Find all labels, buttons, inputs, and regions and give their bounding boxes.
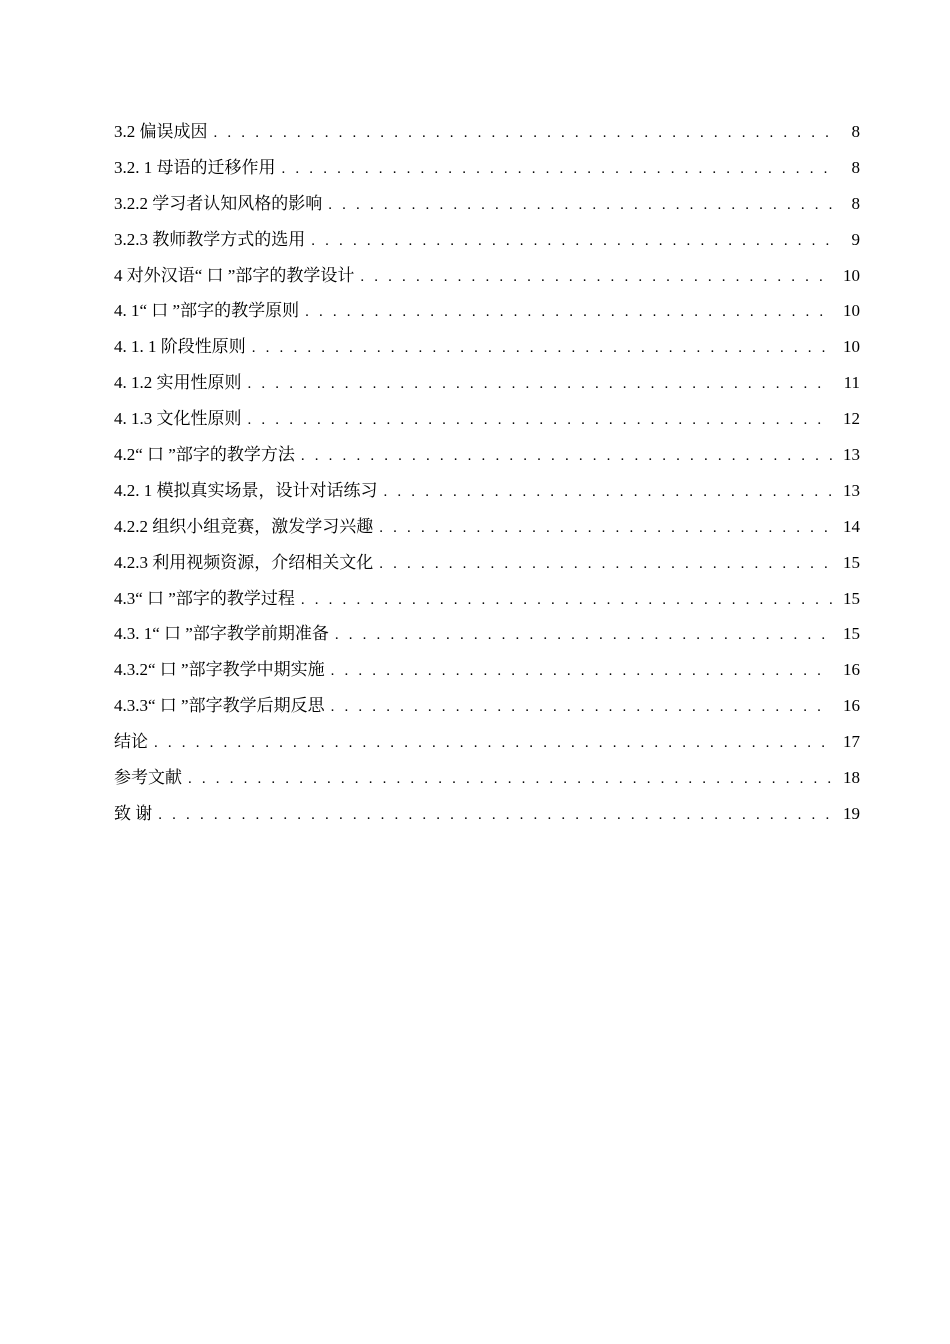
toc-entry[interactable] [114, 401, 860, 437]
toc-entry-title: 3.2 偏误成因 [114, 122, 208, 141]
toc-entry-title: 4 对外汉语“ 口 ”部字的教学设计 [114, 265, 355, 285]
toc-entry-page: 19 [843, 803, 860, 823]
toc-entry[interactable] [114, 688, 860, 724]
toc-entry-page: 13 [843, 480, 860, 500]
toc-dot-leader [214, 116, 833, 152]
toc-entry-title: 4.3.2“ 口 ”部字教学中期实施 [114, 660, 325, 680]
toc-entry-title: 4.2.2 组织小组竞赛，激发学习兴趣 [114, 516, 374, 536]
toc-entry[interactable] [114, 796, 860, 832]
toc-entry-title: 4. 1. 1 阶段性原则 [114, 337, 246, 357]
toc-entry[interactable] [114, 114, 860, 150]
toc-entry-page: 8 [851, 193, 860, 213]
toc-entry[interactable] [114, 545, 860, 581]
toc-entry-page: 12 [843, 409, 860, 429]
toc-entry-page: 8 [851, 157, 860, 177]
toc-entry-page: 14 [843, 516, 860, 536]
toc-dot-leader [384, 475, 833, 511]
toc-entry-title: 4.2. 1 模拟真实场景，设计对话练习 [114, 480, 378, 500]
toc-entry-title: 致 谢 [114, 803, 153, 823]
toc-dot-leader [379, 547, 832, 583]
toc-dot-leader [360, 260, 832, 296]
toc-dot-leader [188, 762, 832, 798]
toc-entry-title: 4. 1“ 口 ”部字的教学原则 [114, 301, 300, 321]
toc-entry-page: 15 [843, 588, 860, 608]
toc-entry[interactable] [114, 473, 860, 509]
toc-dot-leader [154, 726, 832, 762]
toc-dot-leader [328, 188, 832, 224]
toc-entry-page: 16 [843, 696, 860, 716]
toc-entry-page: 10 [843, 301, 860, 321]
toc-dot-leader [158, 798, 832, 834]
toc-entry[interactable] [114, 258, 860, 294]
toc-entry[interactable] [114, 329, 860, 365]
toc-entry-page: 15 [843, 624, 860, 644]
toc-dot-leader [331, 654, 832, 690]
toc-entry-page: 10 [843, 337, 860, 357]
toc-entry-page: 9 [851, 229, 860, 249]
toc-entry[interactable] [114, 293, 860, 329]
toc-entry-title: 3.2.3 教师教学方式的选用 [114, 229, 306, 249]
toc-entry-title: 4.3. 1“ 口 ”部字教学前期准备 [114, 624, 329, 644]
toc-dot-leader [301, 439, 832, 475]
toc-dot-leader [311, 224, 832, 260]
toc-entry-title: 结论 [114, 732, 148, 752]
toc-dot-leader [248, 403, 833, 439]
toc-entry-title: 4. 1.3 文化性原则 [114, 409, 242, 429]
toc-entry[interactable] [114, 365, 860, 401]
toc-entry[interactable] [114, 760, 860, 796]
toc-entry[interactable] [114, 222, 860, 258]
toc-entry-title: 4.2“ 口 ”部字的教学方法 [114, 445, 295, 465]
toc-entry-page: 11 [843, 373, 860, 393]
toc-entry-page: 16 [843, 660, 860, 680]
table-of-contents [114, 114, 860, 832]
toc-entry-title: 4. 1.2 实用性原则 [114, 373, 242, 393]
toc-entry[interactable] [114, 616, 860, 652]
toc-entry[interactable] [114, 724, 860, 760]
toc-entry-page: 13 [843, 445, 860, 465]
toc-dot-leader [282, 152, 833, 188]
toc-entry-title: 参考文献 [114, 768, 182, 788]
toc-entry-page: 8 [851, 122, 860, 141]
toc-dot-leader [252, 331, 832, 367]
toc-dot-leader [331, 690, 832, 726]
toc-entry[interactable] [114, 581, 860, 617]
toc-entry-title: 4.2.3 利用视频资源，介绍相关文化 [114, 552, 374, 572]
toc-entry[interactable] [114, 437, 860, 473]
toc-entry-page: 15 [843, 552, 860, 572]
toc-entry-title: 4.3.3“ 口 ”部字教学后期反思 [114, 696, 325, 716]
toc-entry[interactable] [114, 150, 860, 186]
toc-entry-title: 4.3“ 口 ”部字的教学过程 [114, 588, 295, 608]
toc-dot-leader [335, 618, 832, 654]
toc-entry-page: 18 [843, 768, 860, 788]
toc-entry[interactable] [114, 186, 860, 222]
toc-dot-leader [379, 511, 832, 547]
toc-dot-leader [301, 583, 832, 619]
toc-entry[interactable] [114, 652, 860, 688]
toc-dot-leader [305, 295, 832, 331]
toc-entry-title: 3.2. 1 母语的迁移作用 [114, 157, 276, 177]
toc-entry[interactable] [114, 509, 860, 545]
toc-dot-leader [248, 367, 833, 403]
toc-entry-page: 17 [843, 732, 860, 752]
toc-entry-title: 3.2.2 学习者认知风格的影响 [114, 193, 323, 213]
toc-entry-page: 10 [843, 265, 860, 285]
